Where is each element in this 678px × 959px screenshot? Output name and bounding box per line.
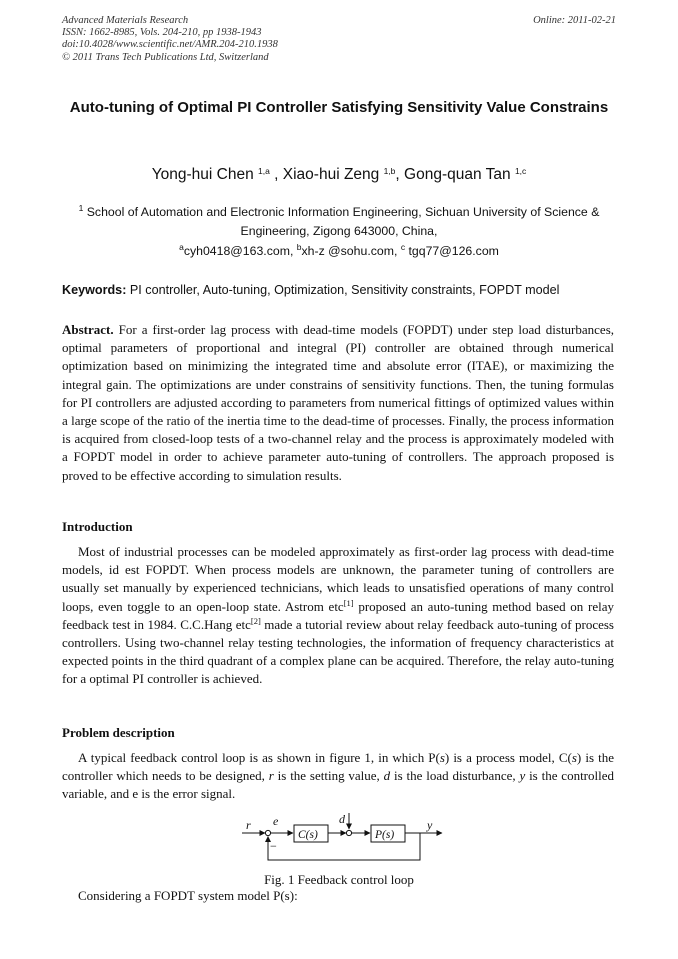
keywords-text: PI controller, Auto-tuning, Optimization, Sensitivity constraints, FOPDT model (129, 283, 560, 297)
label-d: d (339, 812, 345, 826)
intro-text: proposed an auto-tuning method based on relay feedback test in 1984. C.C.Hang etc (62, 598, 614, 632)
minus-sign: − (270, 839, 277, 853)
figure-caption: Fig. 1 Feedback control loop (264, 872, 414, 887)
email: xh-z @sohu.com, (301, 244, 398, 258)
keywords (62, 283, 616, 297)
problem-text: A typical feedback control loop is as shown in figure 1, in which P( (78, 750, 440, 765)
math-var: s (439, 750, 445, 765)
math-var: y (519, 768, 526, 784)
journal-name: Advanced Materials Research (62, 15, 189, 26)
problem-text: ) is the controller which needs to be designed, (62, 750, 614, 784)
author-name: Yong-hui Chen (151, 166, 254, 183)
summing-junction-1 (265, 830, 270, 835)
feedback-loop-diagram (236, 812, 452, 866)
affiliation (62, 203, 616, 240)
email-sup: b (296, 242, 302, 252)
paper-title: Auto-tuning of Optimal PI Controller Satisfying Sensitivity Value Constrains (69, 99, 609, 116)
citation: [1] (343, 597, 354, 608)
email: cyh0418@163.com, (183, 244, 294, 258)
email-sup: a (179, 242, 184, 252)
controller-label: C(s) (298, 829, 318, 841)
journal-header (62, 15, 278, 64)
feedback-line (268, 833, 420, 860)
label-y: y (427, 818, 433, 832)
author-list: Yong-hui Chen $^{1,a}$ , Xiao-hui Zeng $^{1,b}$, Gong-quan Tan $^{1,c}$ (151, 166, 527, 183)
problem-text: is the controlled variable, and e is the error signal. (62, 768, 615, 802)
doi: doi:10.4028/www.scientific.net/AMR.204-210.1938 (62, 39, 278, 51)
email-sup: c (400, 242, 406, 252)
abstract-label: Abstract. (62, 322, 114, 337)
problem-text: is the load disturbance, (390, 768, 520, 784)
problem-heading: Problem description (62, 725, 175, 740)
math-var: s (571, 750, 577, 765)
affiliation-text: School of Automation and Electronic Information Engineering, Sichuan University of Science & Engineering, Zigong 643000, China, (86, 205, 600, 238)
problem-text: is the setting value, (273, 768, 384, 784)
intro-text: Most of industrial processes can be modeled approximately as first-order lag process with dead-time models, id est FOPDT. When process models are unknown, the parameter tuning of controllers are usually set manually by experienced technicians, which leads to unsatisfied operations of many control loops, even toggle to an open-loop state. Astrom etc (62, 544, 614, 614)
problem-text: ) is a process model, C( (444, 750, 572, 765)
author-sup: 1,c (514, 166, 527, 176)
copyright: © 2011 Trans Tech Publications Ltd, Switzerland (62, 51, 269, 63)
citation: [2] (250, 615, 261, 626)
label-r: r (246, 818, 251, 832)
author-sup: 1,a (258, 166, 270, 176)
online-date: Online: 2011-02-21 (533, 15, 616, 26)
summing-junction-2 (346, 830, 351, 835)
abstract-text: For a first-order lag process with dead-time models (FOPDT) under step load disturbances, optimal parameters of proportional and integral (PI) controller are obtained through numerical optimization based on minimizing the integrated time and absolute error (ITAE), or maximizing the integral gain. The optimizations are under constrains of sensitivity functions. Then, the tuning formulas for PI controllers are adjusted according to parameters from numerical fittings of optimized values within a large scope of the ratio of the inertia time to the dead-time of processes. Finally, the process information is acquired from closed-loop tests of a two-channel relay and the process is approximately modeled with a FOPDT model in order to achieve parameter auto-tuning of controllers. The approach proposed is proved to be effective according to simulation results. (62, 322, 614, 483)
introduction-heading: Introduction (62, 519, 133, 534)
affiliation-sup: 1 (78, 203, 84, 213)
issn: ISSN: 1662-8985, Vols. 204-210, pp 1938-1943 (62, 27, 262, 39)
email: tgq77@126.com (408, 244, 499, 258)
problem-paragraph (62, 749, 614, 804)
math-var: d (383, 768, 391, 784)
introduction-paragraph (62, 543, 614, 689)
email-list (62, 244, 616, 258)
math-var: r (268, 768, 274, 784)
plant-label: P(s) (375, 829, 395, 841)
author-name: Gong-quan Tan (404, 166, 511, 183)
keywords-label: Keywords: (62, 283, 127, 297)
author-sup: 1,b (383, 166, 396, 176)
intro-text: made a tutorial review about relay feedback auto-tuning of process controllers. Using two-channel relay testing technologies, the information of frequency characteristics at expected points in the third quadrant of a complex plane can be acquired. Therefore, the relay auto-tuning for a optimal PI controller is achieved. (62, 616, 614, 687)
author-name: Xiao-hui Zeng (282, 166, 380, 183)
continuation-line: Considering a FOPDT system model P(s): (78, 888, 298, 903)
label-e: e (273, 814, 279, 828)
abstract (62, 321, 614, 485)
